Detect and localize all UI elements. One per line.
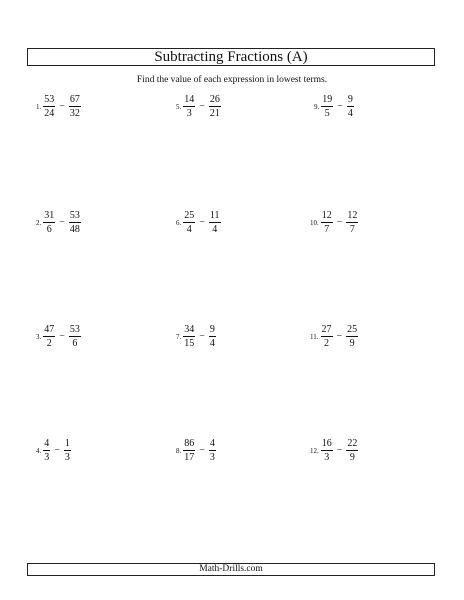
- minus-sign: −: [199, 445, 205, 456]
- fraction-subtrahend: [209, 324, 216, 349]
- fraction-minuend: [183, 324, 195, 349]
- problem-number: 10.: [310, 218, 319, 227]
- problem-number: 9.: [314, 102, 320, 111]
- problem-number: 6.: [176, 218, 182, 227]
- denominator: 24: [44, 108, 55, 119]
- fraction-subtrahend: [209, 438, 216, 463]
- numerator: 26: [209, 94, 220, 105]
- numerator: 27: [321, 324, 332, 335]
- numerator: 19: [322, 94, 333, 105]
- problem-12: [310, 438, 358, 463]
- minus-sign: −: [336, 331, 343, 342]
- footer-site-name: Math-Drills.com: [27, 563, 435, 576]
- numerator: 4: [44, 438, 50, 449]
- problem-10: [310, 210, 358, 235]
- fraction-subtrahend: [69, 210, 81, 235]
- problem-11: [310, 324, 358, 349]
- numerator: 67: [69, 94, 80, 105]
- numerator: 14: [184, 94, 195, 105]
- denominator: 2: [324, 338, 329, 349]
- numerator: 9: [209, 324, 215, 335]
- worksheet-title: Subtracting Fractions (A): [27, 48, 435, 66]
- denominator: 3: [324, 452, 330, 463]
- problem-5: [176, 94, 221, 119]
- problem-8: [176, 438, 216, 463]
- problem-number: 7.: [176, 332, 182, 341]
- fraction-subtrahend: [346, 324, 358, 349]
- minus-sign: −: [199, 101, 205, 112]
- fraction-subtrahend: [209, 210, 221, 235]
- denominator: 2: [46, 338, 52, 349]
- fraction-subtrahend: [69, 324, 81, 349]
- denominator: 3: [44, 452, 50, 463]
- problem-6: [176, 210, 221, 235]
- fraction-minuend: [321, 210, 333, 235]
- denominator: 4: [212, 224, 218, 235]
- fraction-subtrahend: [64, 438, 71, 463]
- fraction-subtrahend: [347, 94, 354, 119]
- numerator: 31: [44, 210, 55, 221]
- numerator: 34: [184, 324, 195, 335]
- numerator: 11: [209, 210, 220, 221]
- fraction-minuend: [321, 94, 333, 119]
- fraction-minuend: [183, 94, 195, 119]
- denominator: 4: [186, 224, 192, 235]
- denominator: 9: [349, 452, 355, 463]
- denominator: 7: [349, 224, 355, 235]
- numerator: 53: [69, 324, 80, 335]
- denominator: 3: [64, 452, 70, 463]
- denominator: 3: [186, 108, 192, 119]
- minus-sign: −: [199, 217, 205, 228]
- fraction-minuend: [321, 438, 333, 463]
- denominator: 6: [72, 338, 78, 349]
- fraction-minuend: [43, 210, 55, 235]
- numerator: 25: [184, 210, 195, 221]
- numerator: 86: [184, 438, 195, 449]
- fraction-minuend: [321, 324, 333, 349]
- problem-7: [176, 324, 216, 349]
- problem-number: 12.: [310, 446, 319, 455]
- problem-number: 4.: [36, 446, 42, 455]
- numerator: 16: [321, 438, 332, 449]
- numerator: 12: [347, 210, 358, 221]
- numerator: 1: [64, 438, 70, 449]
- fraction-subtrahend: [346, 210, 358, 235]
- denominator: 17: [184, 452, 195, 463]
- minus-sign: −: [59, 331, 65, 342]
- problem-2: [36, 210, 81, 235]
- denominator: 15: [184, 338, 195, 349]
- instructions-text: Find the value of each expression in lowest terms.: [136, 75, 328, 85]
- numerator: 53: [69, 210, 80, 221]
- denominator: 4: [209, 338, 215, 349]
- fraction-subtrahend: [69, 94, 81, 119]
- fraction-minuend: [43, 94, 55, 119]
- denominator: 6: [46, 224, 52, 235]
- numerator: 47: [44, 324, 55, 335]
- minus-sign: −: [59, 217, 65, 228]
- denominator: 3: [209, 452, 215, 463]
- problem-9: [314, 94, 354, 119]
- problem-number: 3.: [36, 332, 42, 341]
- denominator: 9: [349, 338, 355, 349]
- fraction-minuend: [183, 210, 195, 235]
- denominator: 48: [69, 224, 80, 235]
- minus-sign: −: [336, 217, 343, 228]
- problem-number: 5.: [176, 102, 182, 111]
- numerator: 53: [44, 94, 55, 105]
- denominator: 4: [347, 108, 353, 119]
- problem-4: [36, 438, 71, 463]
- fraction-minuend: [183, 438, 195, 463]
- problem-3: [36, 324, 81, 349]
- numerator: 12: [321, 210, 332, 221]
- fraction-minuend: [43, 438, 50, 463]
- minus-sign: −: [54, 445, 60, 456]
- numerator: 4: [209, 438, 215, 449]
- numerator: 25: [347, 324, 358, 335]
- denominator: 5: [324, 108, 330, 119]
- denominator: 21: [209, 108, 220, 119]
- denominator: 32: [69, 108, 80, 119]
- minus-sign: −: [59, 101, 65, 112]
- denominator: 7: [324, 224, 330, 235]
- numerator: 22: [347, 438, 358, 449]
- problem-1: [36, 94, 81, 119]
- minus-sign: −: [337, 101, 343, 112]
- problem-number: 1.: [36, 102, 42, 111]
- fraction-subtrahend: [209, 94, 221, 119]
- minus-sign: −: [199, 331, 205, 342]
- numerator: 9: [347, 94, 353, 105]
- minus-sign: −: [336, 445, 343, 456]
- problem-number: 11.: [310, 332, 319, 341]
- fraction-minuend: [43, 324, 55, 349]
- problem-number: 2.: [36, 218, 42, 227]
- problem-number: 8.: [176, 446, 182, 455]
- fraction-subtrahend: [346, 438, 358, 463]
